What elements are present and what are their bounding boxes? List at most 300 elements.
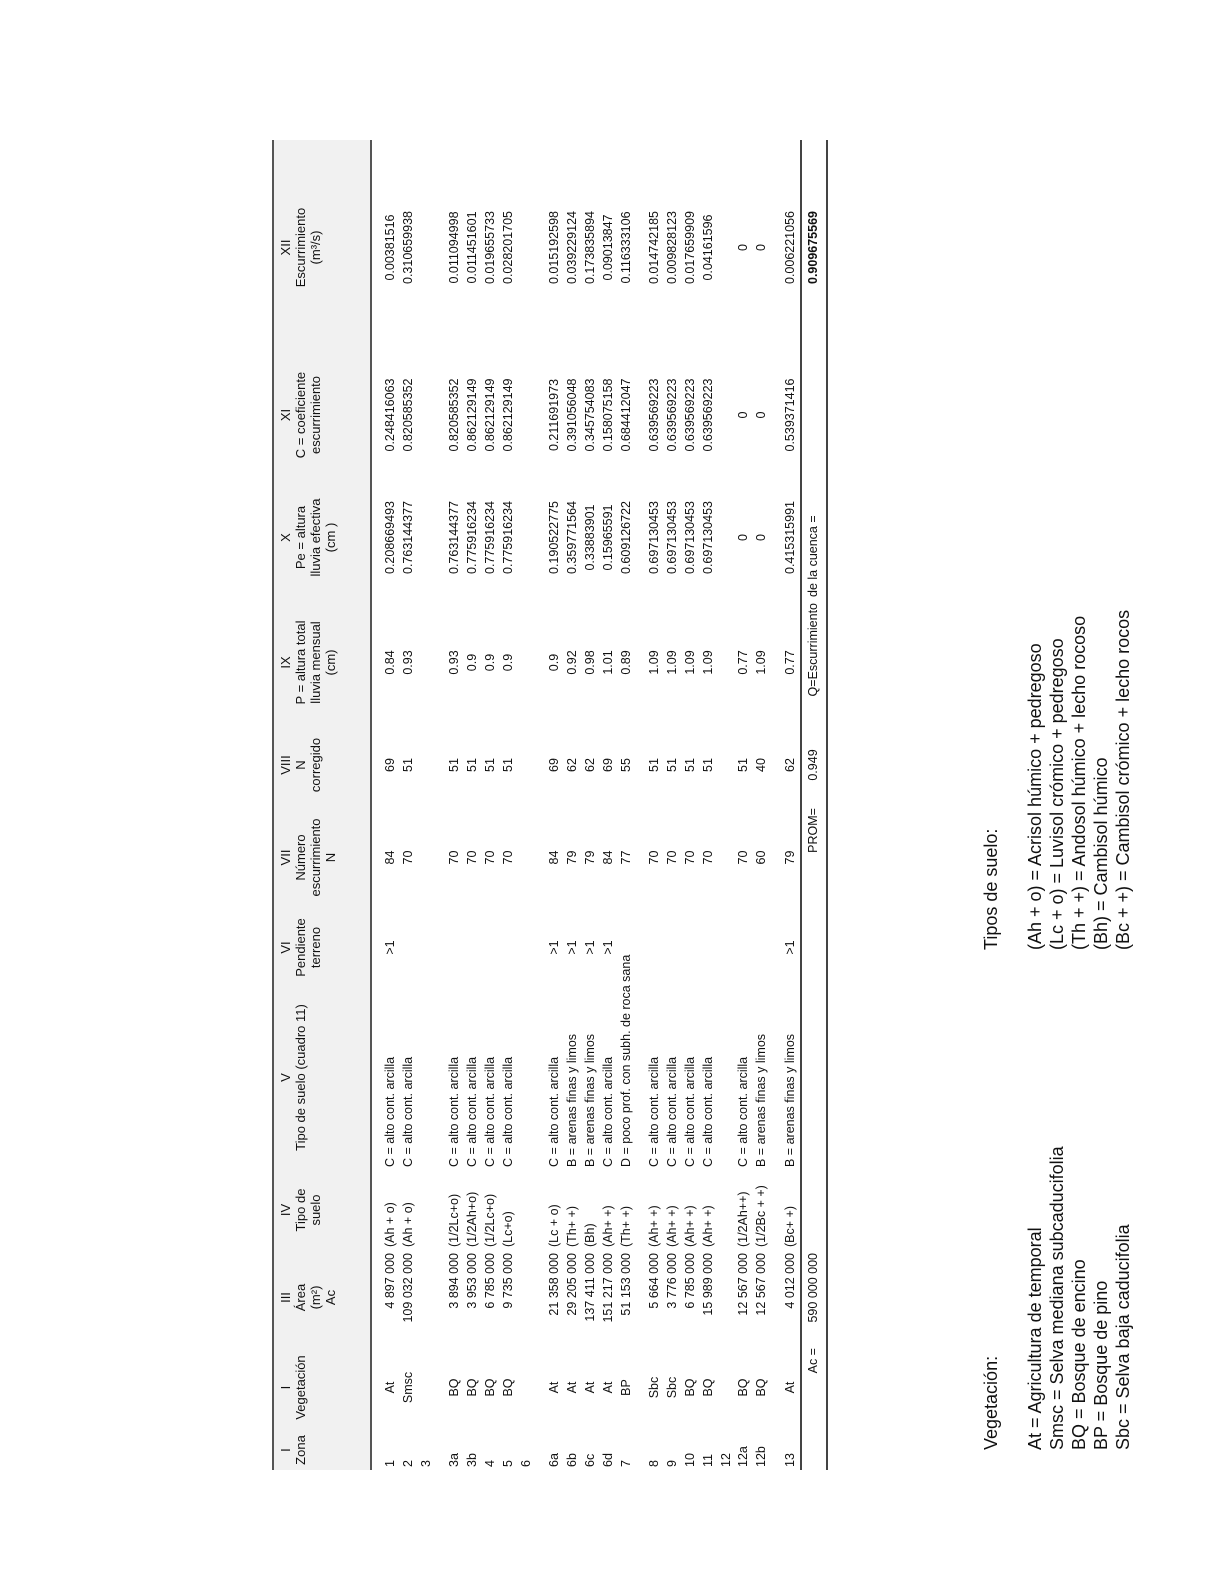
- cell-q: 0.011451601: [465, 211, 480, 284]
- table-row: [464, 140, 482, 1470]
- table-row: [600, 140, 618, 1470]
- header-line: escurrimiento: [308, 818, 323, 897]
- cell-nc: 62: [565, 758, 580, 772]
- cell-p: 0.92: [565, 650, 580, 675]
- soil-legend-item: (Bc + +) = Cambisol crómico + lecho rocos: [1113, 609, 1133, 950]
- cell-zona: 6a: [547, 1453, 562, 1467]
- cell-zona: 3a: [447, 1453, 462, 1467]
- spacer-cell: [635, 140, 646, 1470]
- cell-pe: 0.775916234: [482, 501, 497, 574]
- table-row: [446, 140, 464, 1470]
- ac-label: Ac =: [801, 1345, 827, 1470]
- header-line: corregido: [308, 737, 323, 793]
- header-line: (m²): [308, 1285, 323, 1310]
- header-line: Tipo de suelo (cuadro 11): [293, 1004, 308, 1151]
- totals-row: [801, 140, 827, 1470]
- cell-p: 0.89: [618, 650, 633, 675]
- vegetation-legend-items: [1024, 1146, 1134, 1450]
- cell-c: [718, 355, 736, 475]
- prom-value: 0.949: [801, 725, 827, 805]
- cell-n: 70: [682, 850, 697, 865]
- cell-pend: [646, 910, 664, 985]
- cell-q: 0: [754, 244, 769, 251]
- cell-area: [418, 1250, 436, 1345]
- vegetation-legend-item: Smsc = Selva mediana subcaducifolia: [1047, 1146, 1067, 1450]
- cell-n: 60: [754, 850, 769, 865]
- totals-blank: [801, 910, 827, 1250]
- cell-desc: [718, 985, 736, 1170]
- cell-tipo: (Bh): [582, 1223, 597, 1247]
- cell-p: 0.84: [383, 650, 397, 675]
- cell-area: 12 567 000: [754, 1253, 769, 1316]
- vegetation-legend-title: Vegetación:: [981, 1355, 1001, 1450]
- cell-q: 0.015192598: [547, 211, 562, 284]
- cell-area: 137 411 000: [582, 1253, 597, 1322]
- cell-area: [718, 1250, 736, 1345]
- cell-pend: [718, 910, 736, 985]
- cell-nc: [518, 725, 536, 805]
- cell-area: 3 894 000: [447, 1253, 462, 1309]
- cell-q: 0.039229124: [565, 211, 580, 284]
- cell-pend: [700, 910, 718, 985]
- cell-pe: 0: [736, 534, 751, 541]
- cell-area: 29 205 000: [565, 1253, 580, 1316]
- cell-pe: [518, 475, 536, 600]
- cell-c: 0.639569223: [665, 378, 680, 452]
- cell-zona: 5: [500, 1460, 515, 1467]
- header-line: Zona: [293, 1435, 308, 1465]
- cell-pend: [518, 910, 536, 985]
- cell-desc: C = alto cont. arcilla: [447, 1056, 462, 1167]
- cell-area: 6 785 000: [482, 1253, 497, 1309]
- cell-pe: 0.775916234: [465, 501, 480, 574]
- cell-q: 0.00381516: [383, 214, 397, 281]
- cell-q: 0.009828123: [665, 211, 680, 284]
- cell-desc: [518, 985, 536, 1170]
- header-pe-altura: [273, 475, 371, 600]
- runoff-table: [272, 140, 828, 1470]
- cell-area: 4 012 000: [782, 1253, 797, 1309]
- cell-zona: 12a: [736, 1446, 751, 1467]
- cell-p: [418, 600, 436, 725]
- cell-veg: BQ: [754, 1378, 769, 1397]
- cell-veg: [518, 1345, 536, 1430]
- table-row: [682, 140, 700, 1470]
- cell-veg: BQ: [700, 1378, 715, 1397]
- cell-zona: 9: [665, 1460, 680, 1467]
- cell-c: 0.639569223: [682, 378, 697, 452]
- table-row: [546, 140, 564, 1470]
- row-spacer: [535, 140, 546, 1470]
- cell-q: [518, 140, 536, 355]
- cell-tipo: [718, 1170, 736, 1250]
- cell-p: 1.09: [647, 650, 662, 675]
- soil-legend-title: Tipos de suelo:: [981, 828, 1001, 950]
- cell-q: 0.014742185: [647, 211, 662, 284]
- cell-c: 0.820585352: [400, 378, 415, 452]
- header-escurrimiento: [273, 140, 371, 355]
- cell-zona: 11: [700, 1454, 715, 1467]
- q-total-value: 0.909675569: [801, 140, 827, 355]
- header-line: C = coeficiente: [293, 371, 308, 459]
- cell-q: [718, 140, 736, 355]
- prom-label: PROM=: [801, 805, 827, 910]
- cell-nc: 62: [782, 758, 797, 772]
- vegetation-legend-item: At = Agricultura de temporal: [1025, 1227, 1045, 1450]
- cell-q: 0.173835894: [582, 211, 597, 284]
- header-line: VI: [278, 941, 293, 954]
- cell-desc: C = alto cont. arcilla: [383, 1056, 397, 1167]
- cell-nc: 51: [665, 758, 680, 772]
- table-row: [646, 140, 664, 1470]
- cell-p: 0.98: [582, 650, 597, 675]
- totals-blank: [801, 355, 827, 475]
- cell-area: 6 785 000: [682, 1253, 697, 1309]
- table-row: [482, 140, 500, 1470]
- cell-nc: [718, 725, 736, 805]
- cell-pe: [418, 475, 436, 600]
- cell-veg: Sbc: [665, 1376, 680, 1399]
- cell-pend: >1: [565, 940, 580, 955]
- row-spacer: [771, 140, 782, 1470]
- cell-pend: >1: [600, 940, 615, 955]
- cell-desc: C = alto cont. arcilla: [465, 1056, 480, 1167]
- cell-tipo: (1/2Lc+o): [447, 1193, 462, 1247]
- cell-pend: [482, 910, 500, 985]
- cell-desc: B = arenas finas y limos: [782, 1033, 797, 1167]
- cell-pe: 0.697130453: [700, 501, 715, 574]
- cell-nc: 55: [618, 758, 633, 772]
- header-n-corregido: [273, 725, 371, 805]
- header-line: Vegetación: [293, 1355, 308, 1420]
- cell-area: 51 153 000: [618, 1253, 633, 1316]
- cell-n: [518, 805, 536, 910]
- cell-nc: 69: [547, 758, 562, 772]
- cell-zona: 2: [400, 1460, 415, 1467]
- cell-p: 0.93: [447, 650, 462, 675]
- cell-veg: Sbc: [647, 1376, 662, 1399]
- header-pendiente: [273, 910, 371, 985]
- cell-q: 0.028201705: [500, 211, 515, 284]
- cell-tipo: (1/2Lc+o): [482, 1193, 497, 1247]
- cell-zona: 6d: [600, 1453, 615, 1467]
- cell-area: 4 897 000: [383, 1253, 397, 1309]
- vegetation-legend-item: Sbc = Selva baja caducifolia: [1113, 1224, 1133, 1450]
- cell-nc: 51: [447, 758, 462, 772]
- cell-pend: [446, 910, 464, 985]
- table-row: [564, 140, 582, 1470]
- table-row: [753, 140, 771, 1470]
- cell-veg: [718, 1345, 736, 1430]
- cell-veg: BQ: [447, 1378, 462, 1397]
- cell-c: 0.820585352: [447, 378, 462, 452]
- cell-c: 0.211691973: [547, 378, 562, 452]
- cell-pend: >1: [782, 940, 797, 955]
- cell-zona: 13: [782, 1453, 797, 1467]
- table-row: [718, 140, 736, 1470]
- cell-desc: B = arenas finas y limos: [582, 1033, 597, 1167]
- header-numero: [273, 805, 371, 910]
- cell-tipo: (Ah+ +): [647, 1205, 662, 1247]
- cell-tipo: (Ah+ +): [700, 1205, 715, 1247]
- cell-zona: 7: [618, 1460, 633, 1467]
- cell-desc: C = alto cont. arcilla: [736, 1056, 751, 1167]
- cell-pend: [735, 910, 753, 985]
- cell-n: 79: [582, 850, 597, 865]
- cell-zona: 8: [647, 1460, 662, 1467]
- header-line: V: [278, 1073, 293, 1082]
- header-line: I: [278, 1385, 293, 1390]
- cell-area: 15 989 000: [700, 1253, 715, 1316]
- cell-p: 1.09: [754, 650, 769, 675]
- cell-p: 1.09: [682, 650, 697, 675]
- cell-tipo: (Bc+ +): [782, 1206, 797, 1247]
- header-line: N: [293, 760, 308, 770]
- cell-n: 77: [618, 850, 633, 865]
- soil-legend-item: (Th + +) = Andosol húmico + lecho rocoso: [1069, 615, 1089, 950]
- cell-area: 151 217 000: [600, 1253, 615, 1323]
- header-line: Pe = altura: [293, 505, 308, 570]
- cell-nc: [418, 725, 436, 805]
- cell-nc: 51: [647, 758, 662, 772]
- header-line: Área: [293, 1283, 308, 1312]
- cell-pend: [464, 910, 482, 985]
- cell-nc: 69: [600, 758, 615, 772]
- cell-c: [418, 355, 436, 475]
- header-line: Número: [293, 834, 308, 881]
- table-row: [700, 140, 718, 1470]
- cell-pe: 0.415315991: [782, 501, 797, 574]
- cell-desc: [418, 985, 436, 1170]
- cell-area: 5 664 000: [647, 1253, 662, 1309]
- header-area: [273, 1250, 371, 1345]
- cell-c: 0: [736, 411, 751, 419]
- cell-n: 70: [665, 850, 680, 865]
- cell-zona: 1: [383, 1460, 397, 1467]
- cell-p: 1.09: [700, 650, 715, 675]
- cell-pe: 0.763144377: [400, 501, 415, 574]
- cell-n: [418, 805, 436, 910]
- cell-veg: At: [600, 1381, 615, 1394]
- cell-desc: C = alto cont. arcilla: [500, 1056, 515, 1167]
- cell-pend: [753, 910, 771, 985]
- cell-desc: C = alto cont. arcilla: [665, 1056, 680, 1167]
- cell-veg: BQ: [482, 1378, 497, 1397]
- cell-pend: [500, 910, 518, 985]
- q-label: Q=Escurrimiento: [801, 600, 827, 725]
- table-row: [582, 140, 600, 1470]
- cell-area: 109 032 000: [400, 1253, 415, 1323]
- header-line: lluvia efectiva: [308, 498, 323, 577]
- cell-n: 70: [647, 850, 662, 865]
- cell-n: 70: [447, 850, 462, 865]
- cell-c: 0.639569223: [647, 378, 662, 452]
- vegetation-legend-item: BQ = Bosque de encino: [1069, 1259, 1089, 1450]
- cell-n: 70: [736, 850, 751, 865]
- cell-tipo: (Ah+ +): [600, 1205, 615, 1247]
- cell-c: 0.539371416: [782, 378, 797, 452]
- header-tipo-suelo: [273, 1170, 371, 1250]
- cell-nc: 51: [700, 758, 715, 772]
- cell-zona: 10: [682, 1453, 697, 1467]
- table-row: [418, 140, 436, 1470]
- cell-pe: 0.763144377: [447, 501, 462, 574]
- cell-veg: BP: [618, 1379, 633, 1396]
- cell-n: 70: [500, 850, 515, 865]
- cell-tipo: (Ah + o): [400, 1202, 415, 1247]
- cell-veg: At: [383, 1381, 397, 1394]
- header-line: N: [323, 852, 338, 863]
- soil-legend: [980, 610, 1134, 950]
- cell-desc: C = alto cont. arcilla: [647, 1056, 662, 1167]
- cell-pe: 0: [754, 534, 769, 541]
- header-line: Pendiente: [293, 918, 308, 977]
- header-line: P = altura total: [293, 620, 308, 705]
- table-row: [518, 140, 536, 1470]
- header-line: VII: [278, 849, 293, 866]
- ac-value: 590 000 000: [801, 1250, 827, 1345]
- cell-pe: 0.33883901: [582, 504, 597, 571]
- cell-veg: BQ: [736, 1378, 751, 1397]
- cell-pe: 0.15965591: [600, 504, 615, 571]
- header-line: (m³/s): [308, 230, 323, 265]
- cell-desc: C = alto cont. arcilla: [400, 1056, 415, 1167]
- header-line: X: [278, 533, 293, 542]
- cell-q: 0.09013847: [600, 214, 615, 281]
- cell-p: [718, 600, 736, 725]
- cell-tipo: (1/2Bc + +): [754, 1185, 769, 1247]
- cell-area: 9 735 000: [500, 1253, 515, 1309]
- cell-zona: 12: [718, 1453, 733, 1467]
- soil-legend-items: [1024, 610, 1134, 950]
- cell-pe: 0.190522775: [547, 501, 562, 574]
- cell-q: 0.017659909: [682, 211, 697, 284]
- header-line: Tipo de: [293, 1188, 308, 1232]
- header-tipo-suelo-cuadro: [273, 985, 371, 1170]
- cell-n: 79: [782, 850, 797, 865]
- cell-n: 70: [465, 850, 480, 865]
- table-row: [618, 140, 636, 1470]
- cell-pe: 0.697130453: [682, 501, 697, 574]
- row-spacer: [435, 140, 446, 1470]
- table-row: [664, 140, 682, 1470]
- cell-n: 79: [565, 850, 580, 865]
- cell-pe: [718, 475, 736, 600]
- cell-pe: 0.697130453: [665, 501, 680, 574]
- cell-pe: 0.208669493: [383, 501, 397, 574]
- header-line: suelo: [308, 1194, 323, 1226]
- table-row: [735, 140, 753, 1470]
- cell-tipo: (1/2Ah++): [736, 1191, 751, 1247]
- cell-desc: D = poco prof. con subh. de roca sana: [618, 954, 633, 1167]
- vegetation-legend: [980, 1146, 1134, 1450]
- header-line: IV: [278, 1203, 293, 1217]
- spacer-cell: [535, 140, 546, 1470]
- cell-veg: BQ: [500, 1378, 515, 1397]
- table-row: [371, 140, 400, 1470]
- cell-zona: 6b: [565, 1453, 580, 1467]
- header-line: terreno: [308, 926, 323, 969]
- cell-pe: 0.697130453: [647, 501, 662, 574]
- cell-tipo: (1/2Ah+o): [465, 1191, 480, 1247]
- cell-area: 21 358 000: [547, 1253, 562, 1316]
- cell-pend: >1: [547, 940, 562, 955]
- cell-zona: 6: [518, 1460, 533, 1467]
- header-p-altura: [273, 600, 371, 725]
- cell-n: [718, 805, 736, 910]
- cell-veg: [418, 1345, 436, 1430]
- header-line: (cm ): [323, 522, 338, 553]
- cell-p: 0.9: [500, 653, 515, 672]
- cell-n: 70: [400, 850, 415, 865]
- cell-tipo: [418, 1170, 436, 1250]
- cell-n: 70: [482, 850, 497, 865]
- cell-veg: At: [582, 1381, 597, 1394]
- cell-nc: 51: [500, 758, 515, 772]
- q-label-continued: de la cuenca =: [801, 475, 827, 600]
- table-row: [400, 140, 418, 1470]
- cell-area: [518, 1250, 536, 1345]
- cell-q: 0.011094998: [447, 211, 462, 284]
- cell-zona: 12b: [754, 1446, 769, 1467]
- cell-pe: 0.359771564: [565, 501, 580, 574]
- cell-q: 0: [736, 244, 751, 251]
- header-line: lluvia mensual: [308, 621, 323, 704]
- cell-pe: 0.775916234: [500, 501, 515, 574]
- cell-p: 0.77: [736, 650, 751, 675]
- spacer-cell: [771, 140, 782, 1470]
- header-line: I: [278, 1448, 293, 1452]
- cell-n: 84: [383, 850, 397, 865]
- cell-p: 0.9: [482, 653, 497, 672]
- cell-p: 0.77: [782, 650, 797, 675]
- cell-c: 0.639569223: [700, 378, 715, 452]
- cell-veg: Smsc: [400, 1371, 415, 1404]
- soil-legend-item: (Lc + o) = Luvisol crómico + pedregoso: [1047, 638, 1067, 950]
- cell-tipo: (Ah + o): [383, 1202, 397, 1247]
- header-zona: [273, 1430, 371, 1470]
- cell-pend: [682, 910, 700, 985]
- cell-q: 0.006221056: [782, 211, 797, 284]
- cell-veg: BQ: [682, 1378, 697, 1397]
- cell-q: [418, 140, 436, 355]
- cell-c: 0.862129149: [482, 378, 497, 452]
- cell-n: 70: [700, 850, 715, 865]
- cell-area: 3 776 000: [665, 1253, 680, 1309]
- cell-c: 0.391056048: [565, 378, 580, 452]
- cell-desc: C = alto cont. arcilla: [482, 1056, 497, 1167]
- cell-desc: C = alto cont. arcilla: [547, 1056, 562, 1167]
- cell-zona: 3b: [465, 1453, 480, 1467]
- cell-c: 0.862129149: [500, 378, 515, 452]
- cell-zona: 3: [418, 1460, 433, 1467]
- cell-pe: 0.609126722: [618, 501, 633, 574]
- header-line: Ac: [323, 1289, 338, 1306]
- cell-zona: 6c: [582, 1453, 597, 1467]
- rotated-content: [272, 140, 1222, 1470]
- cell-tipo: (Ah+ +): [682, 1205, 697, 1247]
- cell-pend: [664, 910, 682, 985]
- cell-nc: 51: [682, 758, 697, 772]
- cell-c: 0.345754083: [582, 378, 597, 452]
- soil-legend-item: (Bh) = Cambisol húmico: [1091, 757, 1111, 950]
- cell-c: 0.862129149: [465, 378, 480, 452]
- cell-c: 0.158075158: [600, 378, 615, 452]
- cell-desc: C = alto cont. arcilla: [682, 1056, 697, 1167]
- cell-p: 1.09: [665, 650, 680, 675]
- header-coef: [273, 355, 371, 475]
- cell-veg: At: [782, 1381, 797, 1394]
